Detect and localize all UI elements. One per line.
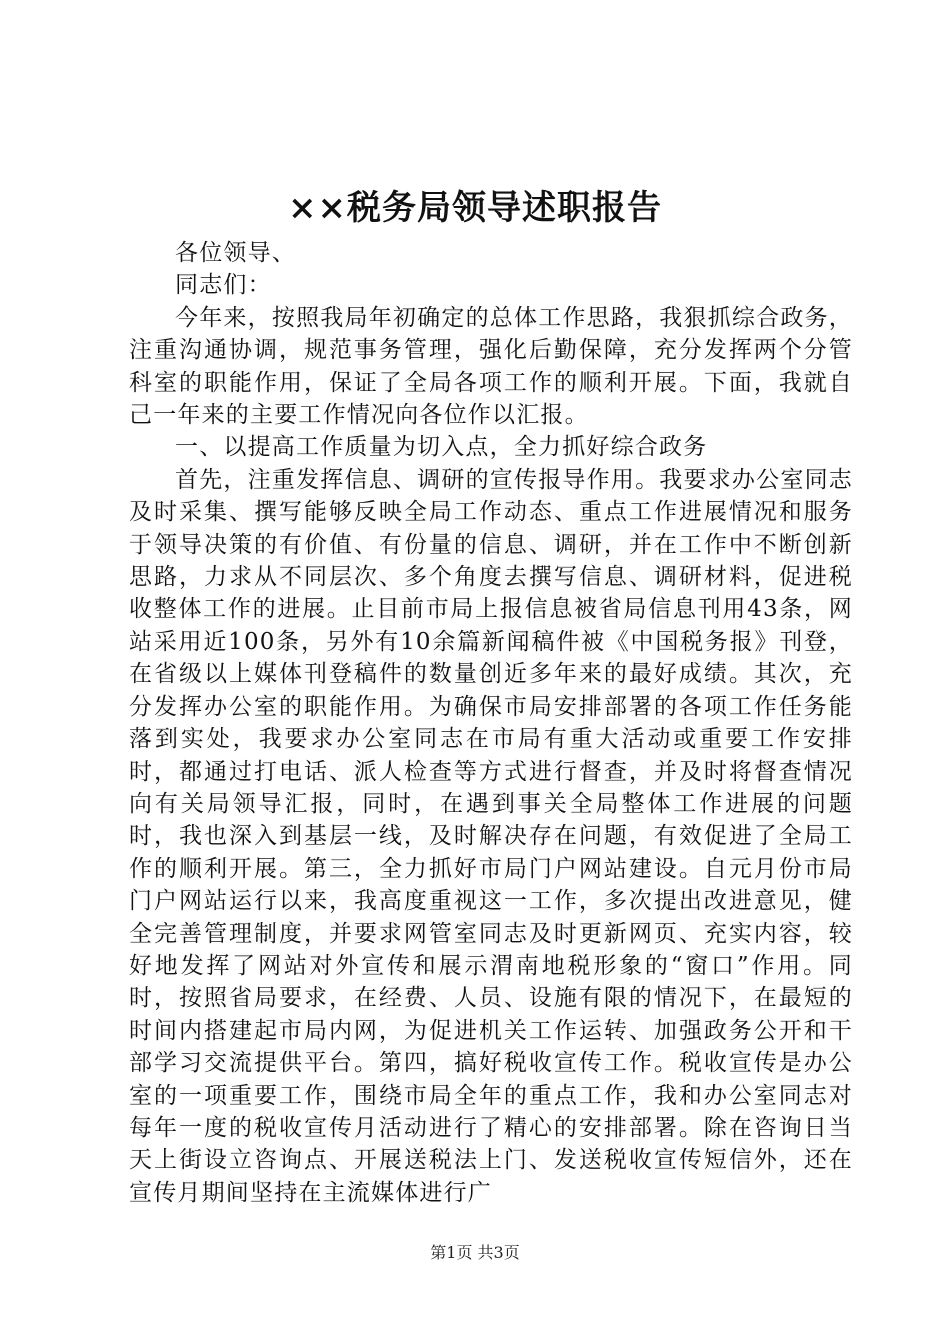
section-1-heading: 一、以提高工作质量为切入点，全力抓好综合政务 [175,434,708,461]
document-title: ××税务局领导述职报告 [288,188,662,228]
salutation-line-1: 各位领导、 [175,240,296,266]
intro-paragraph: 今年来，按照我局年初确定的总体工作思路，我狠抓综合政务，注重沟通协调，规范事务管理，强化后勤保障，充分发挥两个分管科室的职能作用，保证了全局各项工作的顺利开展。下面，我就自己一年来的主要工作情况向各位作以汇报。 [129,304,853,429]
page-number-footer: 第1页 共3页 [430,1243,520,1262]
section-1-paragraph: 首先，注重发挥信息、调研的宣传报导作用。我要求办公室同志及时采集、撰写能够反映全局工作动态、重点工作进展情况和服务于领导决策的有价值、有份量的信息、调研，并在工作中不断创新思路，力求从不同层次、多个角度去撰写信息、调研材料，促进税收整体工作的进展。止目前市局上报信息被省局信息刊用43条，网站采用近100条，另外有10余篇新闻稿件被《中国税务报》刊登，在省级以上媒体刊登稿件的数量创近多年来的最好成绩。其次，充分发挥办公室的职能作用。为确保市局安排部署的各项工作任务能落到实处，我要求办公室同志在市局有重大活动或重要工作安排时，都通过打电话、派人检查等方式进行督查，并及时将督查情况向有关局领导汇报，同时，在遇到事关全局整体工作进展的问题时，我也深入到基层一线，及时解决存在问题，有效促进了全局工作的顺利开展。第三，全力抓好市局门户网站建设。自元月份市局门户网站运行以来，我高度重视这一工作，多次提出改进意见，健全完善管理制度，并要求网管室同志及时更新网页、充实内容，较好地发挥了网站对外宣传和展示渭南地税形象的“窗口”作用。同时，按照省局要求，在经费、人员、设施有限的情况下，在最短的时间内搭建起市局内网，为促进机关工作运转、加强政务公开和干部学习交流提供平台。第四，搞好税收宣传工作。税收宣传是办公室的一项重要工作，围绕市局全年的重点工作，我和办公室同志对每年一度的税收宣传月活动进行了精心的安排部署。除在咨询日当天上街设立咨询点、开展送税法上门、发送税收宣传短信外，还在宣传月期间坚持在主流媒体进行广 [129,466,853,1206]
document-body [129,237,853,1209]
salutation-line-2: 同志们： [175,272,272,299]
